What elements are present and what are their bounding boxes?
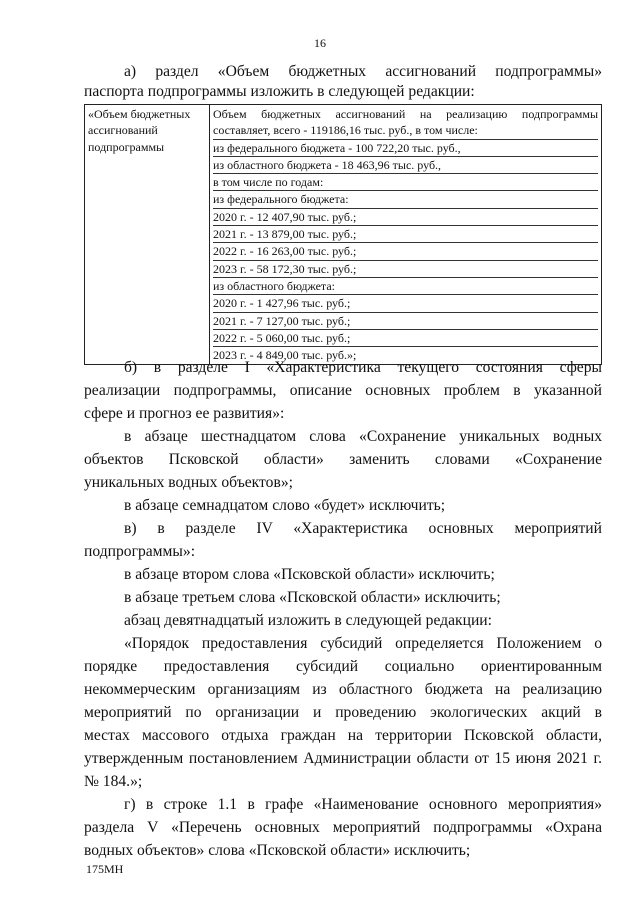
table-value-line: 2021 г. - 7 127,00 тыс. руб.; xyxy=(213,313,598,330)
body-line: в абзаце втором слова «Псковской области» исключить; xyxy=(124,566,495,583)
body-line: подпрограммы»: xyxy=(84,543,196,560)
table-value-cell xyxy=(210,105,602,365)
intro-line-2: паспорта подпрограммы изложить в следующей редакции: xyxy=(84,83,475,100)
body-line: «Порядок предоставления субсидий определяется Положением о xyxy=(124,635,602,652)
intro-line-1: а) раздел «Объем бюджетных ассигнований подпрограммы» xyxy=(124,63,602,80)
table-value-line: из федерального бюджета - 100 722,20 тыс. руб., xyxy=(213,140,598,157)
page-number: 16 xyxy=(314,36,326,50)
body-line: в абзаце третьем слова «Псковской области» исключить; xyxy=(124,589,501,606)
table-value-line: 2020 г. - 1 427,96 тыс. руб.; xyxy=(213,295,598,312)
table-value-line: из областного бюджета: xyxy=(213,278,598,295)
body-line: уникальных водных объектов»; xyxy=(84,474,293,491)
body-line: местах массового отдыха граждан на территории Псковской области, xyxy=(84,727,602,744)
table-value-line: 2022 г. - 5 060,00 тыс. руб.; xyxy=(213,330,598,347)
body-line: б) в разделе I «Характеристика текущего состояния сферы xyxy=(124,359,602,376)
body-line: сфере и прогноз ее развития»: xyxy=(84,405,285,422)
body-line: водных объектов» слова «Псковской области» исключить; xyxy=(84,842,471,859)
body-line: утвержденным постановлением Администрации области от 15 июня 2021 г. xyxy=(84,750,602,767)
body-line: в) в разделе IV «Характеристика основных мероприятий xyxy=(124,520,602,537)
table-value-line: 2022 г. - 16 263,00 тыс. руб.; xyxy=(213,243,598,260)
table-value-line: 2023 г. - 58 172,30 тыс. руб.; xyxy=(213,261,598,278)
table-value-line: составляет, всего - 119186,16 тыс. руб., в том числе: xyxy=(213,122,598,139)
table-label-line: ассигнований xyxy=(88,123,158,138)
table-value-line: из областного бюджета - 18 463,96 тыс. руб., xyxy=(213,157,598,174)
table-label-line: подпрограммы xyxy=(88,139,165,154)
body-line: абзац девятнадцатый изложить в следующей редакции: xyxy=(124,612,492,629)
table-value-line: 2023 г. - 4 849,00 тыс. руб.»; xyxy=(213,348,357,363)
table-label-cell xyxy=(85,105,210,365)
body-line: в абзаце семнадцатом слово «будет» исключить; xyxy=(124,497,446,514)
body-line: объектов Псковской области» заменить словами «Сохранение xyxy=(84,451,602,468)
document-code: 175МН xyxy=(86,862,124,876)
table-value-line: в том числе по годам: xyxy=(213,174,598,191)
budget-table xyxy=(84,104,602,365)
table-value-line: 2021 г. - 13 879,00 тыс. руб.; xyxy=(213,226,598,243)
table-value-line: 2020 г. - 12 407,90 тыс. руб.; xyxy=(213,209,598,226)
body-line: в абзаце шестнадцатом слова «Сохранение уникальных водных xyxy=(124,428,602,445)
body-line: № 184.»; xyxy=(84,773,143,790)
table-label-line: «Объем бюджетных xyxy=(88,107,191,121)
body-line: мероприятий по организации и проведению экологических акций в xyxy=(84,704,602,721)
table-value-line: Объем бюджетных ассигнований на реализацию подпрограммы xyxy=(213,107,598,121)
body-line: некоммерческим организациям из областного бюджета на реализацию xyxy=(84,681,602,698)
table-value-line: из федерального бюджета: xyxy=(213,191,598,208)
body-line: реализации подпрограммы, описание основных проблем в указанной xyxy=(84,382,602,399)
body-line: г) в строке 1.1 в графе «Наименование основного мероприятия» xyxy=(124,796,602,813)
body-line: порядке предоставления субсидий социально ориентированным xyxy=(84,658,602,675)
body-line: раздела V «Перечень основных мероприятий подпрограммы «Охрана xyxy=(84,819,602,836)
